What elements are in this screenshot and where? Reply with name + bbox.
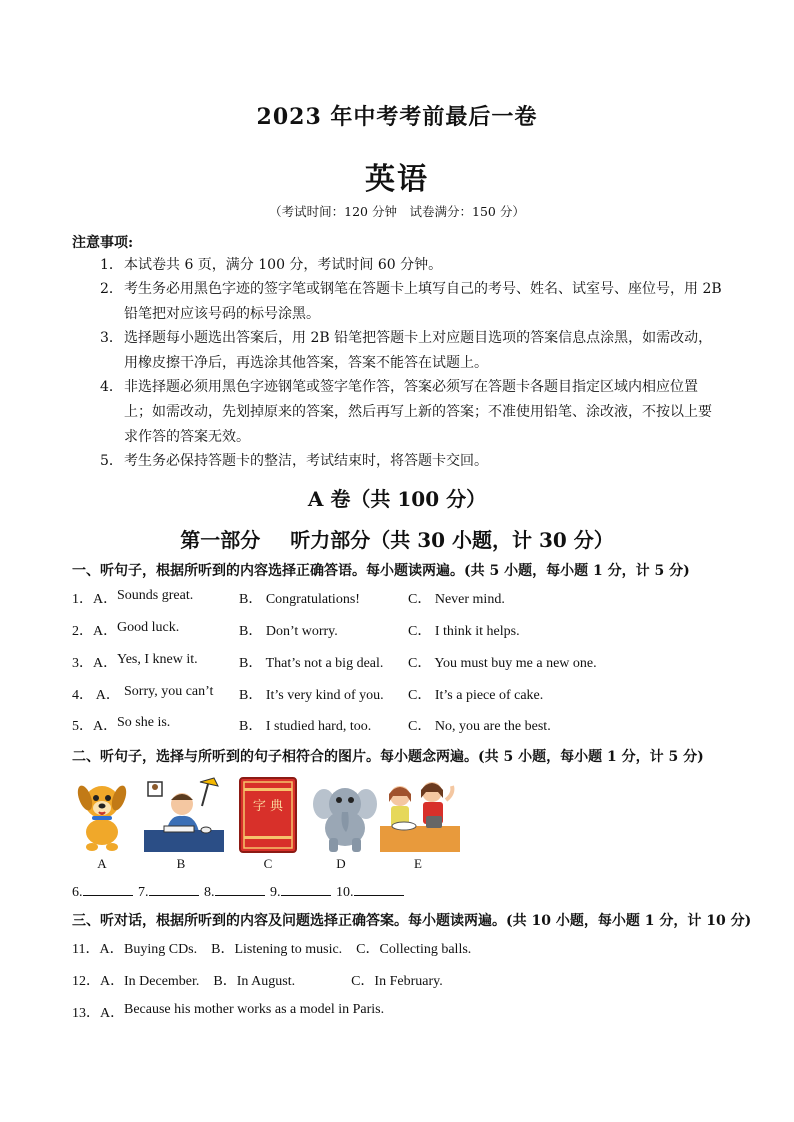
- notice-item: [100, 326, 725, 376]
- notice-item: [100, 277, 725, 327]
- question-number: 5．A．: [72, 719, 118, 734]
- picture-row: [72, 776, 472, 876]
- notice-item: [100, 449, 725, 474]
- notice-text: 考生务必用黑色字迹的签字笔或钢笔在答题卡上填写自己的考号、姓名、试室号、座位号，用 2B 铅笔把对应该号码的标号涂黑。: [124, 281, 722, 322]
- option-c: C． It’s a piece of cake.: [408, 688, 544, 703]
- question-number: 13．A．: [72, 1006, 125, 1021]
- notice-heading: 注意事项:: [72, 235, 134, 251]
- picture-label: B: [176, 856, 186, 871]
- answer-blanks: [72, 885, 406, 901]
- answer-blank[interactable]: [138, 885, 199, 901]
- option-a: So she is.: [117, 715, 171, 730]
- notice-number: 1．: [100, 257, 123, 273]
- notice-text: 本试卷共 6 页，满分 100 分，考试时间 60 分钟。: [124, 257, 443, 273]
- notice-number: 3．: [100, 330, 123, 346]
- blank-number: 10.: [336, 885, 354, 900]
- option-a: Yes, I knew it.: [117, 652, 198, 667]
- picture-label: D: [336, 856, 346, 871]
- option-b: B． That’s not a big deal.: [239, 656, 384, 671]
- option-c: C． I think it helps.: [408, 624, 520, 639]
- blank-number: 9.: [270, 885, 281, 900]
- dictionary-title: 字 典: [252, 799, 284, 814]
- question-options: Because his mother works as a model in Paris.: [124, 1002, 385, 1017]
- question-number: 2．A．: [72, 624, 118, 639]
- question-number: 11．A．: [72, 942, 124, 957]
- option-b: B． It’s very kind of you.: [239, 688, 384, 703]
- dog-icon: [72, 776, 152, 854]
- option-c: C． You must buy me a new one.: [408, 656, 597, 671]
- answer-blank[interactable]: [270, 885, 331, 901]
- notice-text: 非选择题必须用黑色字迹钢笔或签字笔作答，答案必须写在答题卡各题目指定区域内相应位置上；如需改动，先划掉原来的答案，然后再写上新的答案；不准使用铅笔、涂改液，不按以上要求作答的答案无效。: [124, 379, 712, 445]
- notice-number: 2．: [100, 281, 123, 297]
- blank-line: [149, 894, 199, 896]
- subject-title: 英语: [365, 162, 429, 197]
- answer-blank[interactable]: [204, 885, 265, 901]
- student-desk-icon: [144, 776, 224, 854]
- question-number: 1．A．: [72, 592, 118, 607]
- notice-item: [100, 253, 725, 278]
- blank-line: [215, 894, 265, 896]
- option-a: Sorry, you can’t: [124, 684, 214, 699]
- section-1-heading: 一、听句子，根据所听到的内容选择正确答语。每小题读两遍。(共 5 小题，每小题 1 分，计 5 分): [72, 563, 690, 579]
- picture-label: A: [97, 856, 107, 871]
- blank-line: [83, 894, 133, 896]
- section-2-heading: 二、听句子，选择与所听到的句子相符合的图片。每小题念两遍。(共 5 小题，每小题 1 分，计 5 分): [72, 749, 704, 765]
- option-a: Sounds great.: [117, 588, 194, 603]
- option-b: B． Don’t worry.: [239, 624, 338, 639]
- answer-blank[interactable]: [72, 885, 133, 901]
- option-b: B． Congratulations!: [239, 592, 360, 607]
- question-options: In December. B．In August. C．In February.: [124, 974, 443, 989]
- blank-number: 8.: [204, 885, 215, 900]
- part-title: [0, 524, 794, 553]
- notice-item: [100, 375, 725, 450]
- answer-blank[interactable]: [336, 885, 404, 901]
- dictionary-icon: [238, 776, 318, 854]
- option-c: C． Never mind.: [408, 592, 505, 607]
- part-label: 第一部分: [180, 528, 261, 552]
- option-a: Good luck.: [117, 620, 180, 635]
- notice-number: 4．: [100, 379, 123, 395]
- notice-text: 考生务必保持答题卡的整洁，考试结束时，将答题卡交回。: [124, 453, 488, 469]
- option-b: B． I studied hard, too.: [239, 719, 372, 734]
- notice-number: 5．: [100, 453, 123, 469]
- blank-line: [281, 894, 331, 896]
- blank-number: 7.: [138, 885, 149, 900]
- exam-info: （考试时间：120 分钟 试卷满分：150 分）: [269, 204, 525, 219]
- picture-label: C: [263, 856, 273, 871]
- volume-title: A 卷（共 100 分）: [307, 487, 487, 511]
- cooking-children-icon: [380, 776, 460, 854]
- picture-label: E: [414, 856, 422, 871]
- part-description: 听力部分（共 30 小题，计 30 分）: [290, 528, 614, 552]
- option-c: C． No, you are the best.: [408, 719, 551, 734]
- question-number: 4． A．: [72, 688, 120, 703]
- blank-line: [354, 894, 404, 896]
- notice-text: 选择题每小题选出答案后，用 2B 铅笔把答题卡上对应题目选项的答案信息点涂黑，如需改动，用橡皮擦干净后，再选涂其他答案，答案不能答在试题上。: [124, 330, 713, 371]
- blank-number: 6.: [72, 885, 83, 900]
- exam-title: 2023 年中考考前最后一卷: [256, 104, 538, 130]
- question-number: 12．A．: [72, 974, 125, 989]
- question-number: 3．A．: [72, 656, 118, 671]
- section-3-heading: 三、听对话，根据所听到的内容及问题选择正确答案。每小题读两遍。(共 10 小题，每小题 1 分，计 10 分): [72, 913, 752, 929]
- question-options: Buying CDs. B．Listening to music. C．Collecting balls.: [124, 942, 472, 957]
